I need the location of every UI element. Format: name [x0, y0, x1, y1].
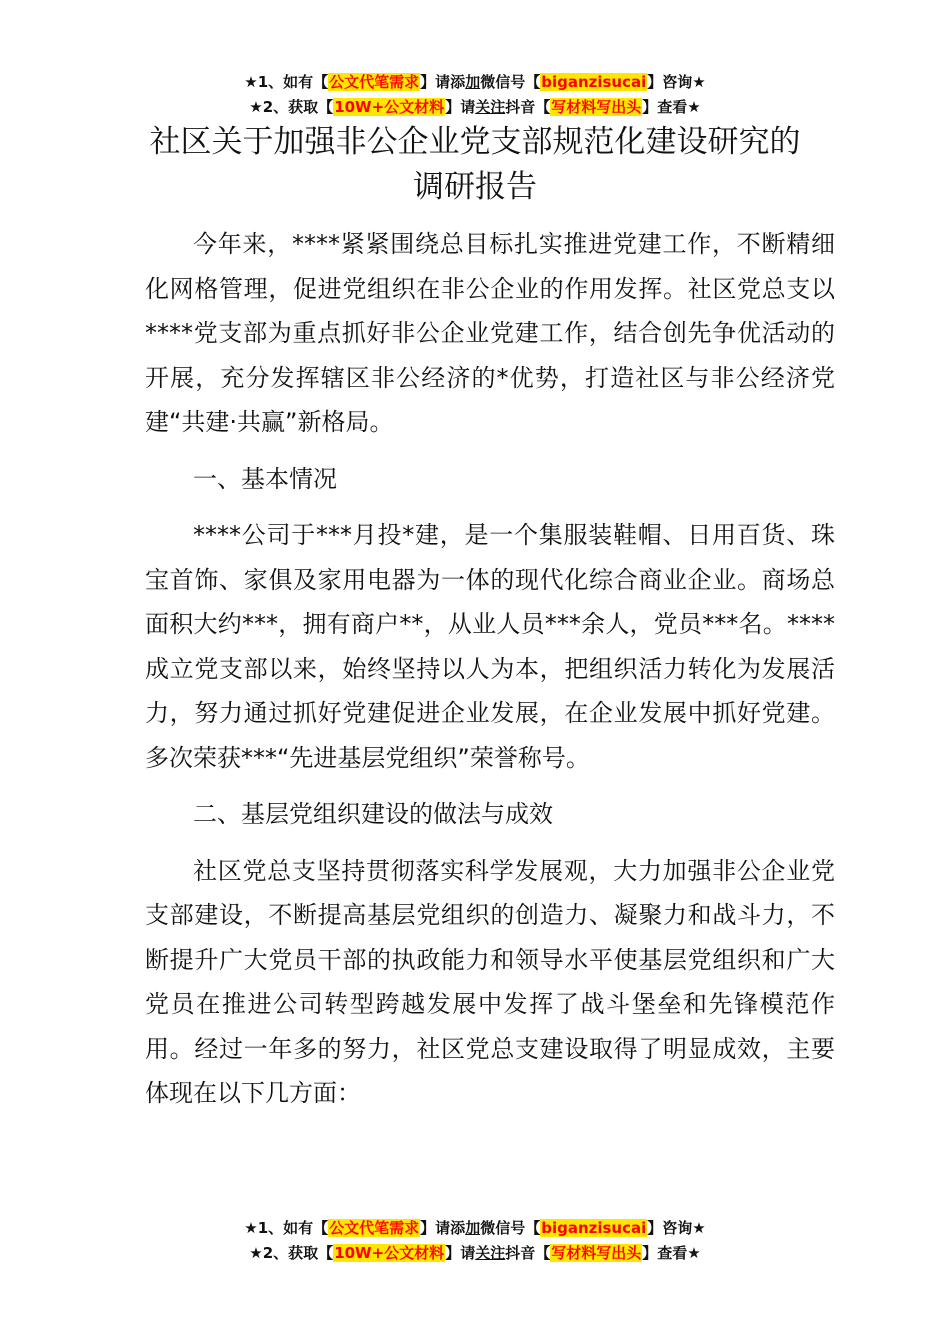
banner-highlight: 10W+公文材料 — [334, 98, 445, 116]
banner-line-2 — [0, 95, 950, 120]
banner-text: ★1、如有【 — [244, 1219, 329, 1237]
document-body — [145, 222, 835, 1128]
banner-highlight: 10W+公文材料 — [334, 1244, 445, 1262]
banner-text: 】请 — [445, 1244, 476, 1262]
section-heading-practices: 二、基层党组织建设的做法与成效 — [193, 800, 553, 828]
banner-text: 】咨询★ — [647, 73, 706, 91]
banner-text: 】咨询★ — [647, 1219, 706, 1237]
banner-underlined-text: 关注 — [475, 98, 506, 116]
banner-line-1 — [0, 70, 950, 95]
banner-text: ★2、获取【 — [249, 1244, 334, 1262]
banner-underlined-text: 加 — [465, 1219, 481, 1237]
banner-highlight: biganzisucai — [541, 73, 647, 91]
banner-text: 抖音【 — [505, 98, 551, 116]
banner-highlight: 公文代笔需求 — [329, 73, 420, 91]
banner-line-1 — [0, 1216, 950, 1241]
banner-text: 】请 — [445, 98, 476, 116]
banner-text: 】请添 — [420, 73, 466, 91]
banner-line-2 — [0, 1241, 950, 1266]
document-title: 社区关于加强非公企业党支部规范化建设研究的调研报告 — [149, 124, 801, 205]
banner-highlight: biganzisucai — [541, 1219, 647, 1237]
banner-highlight: 写材料写出头 — [551, 1244, 642, 1262]
banner-text: 抖音【 — [505, 1244, 551, 1262]
banner-text: 微信号【 — [480, 1219, 541, 1237]
banner-highlight: 写材料写出头 — [551, 98, 642, 116]
section-heading-basic-situation: 一、基本情况 — [193, 464, 337, 493]
top-banner — [0, 70, 950, 120]
banner-text: ★1、如有【 — [244, 73, 329, 91]
banner-highlight: 公文代笔需求 — [329, 1219, 420, 1237]
banner-text: 】查看★ — [642, 98, 701, 116]
banner-text: 】请添 — [420, 1219, 466, 1237]
banner-underlined-text: 加 — [465, 73, 481, 91]
bottom-banner — [0, 1216, 950, 1266]
banner-text: ★2、获取【 — [249, 98, 334, 116]
practices-paragraph: 社区党总支坚持贯彻落实科学发展观，大力加强非公企业党支部建设，不断提高基层党组织的创造力、凝聚力和战斗力，不断提升广大党员干部的执政能力和领导水平使基层党组织和广大党员在推进公司转型跨越发展中发挥了战斗堡垒和先锋模范作用。经过一年多的努力，社区党总支建设取得了明显成效，主要体现在以下几方面： — [145, 856, 835, 1107]
basic-situation-paragraph: ****公司于***月投*建，是一个集服装鞋帽、日用百货、珠宝首饰、家俱及家用电器为一体的现代化综合商业企业。商场总面积大约***，拥有商户**，从业人员***余人，党员***名。****成立党支部以来，始终坚持以人为本，把组织活力转化为发展活力，努力通过抓好党建促进企业发展，在企业发展中抓好党建。多次荣获***“先进基层党组织”荣誉称号。 — [145, 521, 835, 772]
intro-paragraph: 今年来，****紧紧围绕总目标扎实推进党建工作，不断精细化网格管理，促进党组织在非公企业的作用发挥。社区党总支以****党支部为重点抓好非公企业党建工作，结合创先争优活动的开展，充分发挥辖区非公经济的*优势，打造社区与非公经济党建“共建·共赢”新格局。 — [145, 230, 835, 436]
banner-text: 】查看★ — [642, 1244, 701, 1262]
banner-underlined-text: 关注 — [475, 1244, 506, 1262]
banner-text: 微信号【 — [480, 73, 541, 91]
